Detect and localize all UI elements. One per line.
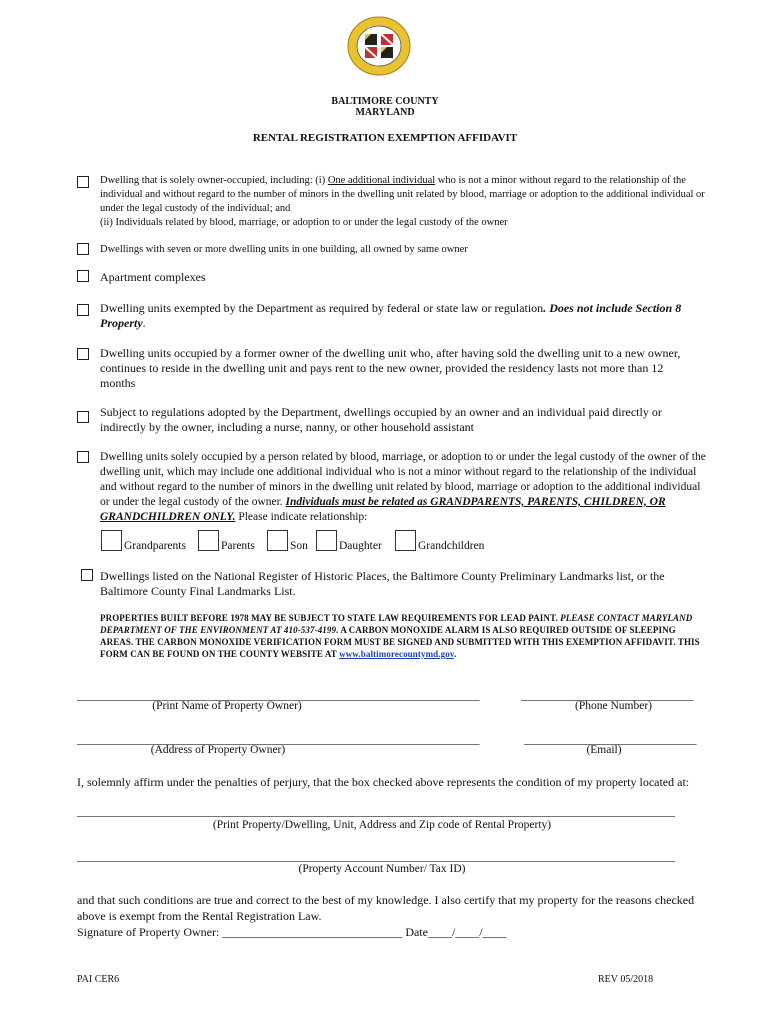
header-county: BALTIMORE COUNTY: [331, 96, 439, 107]
relationship-parents-label: Parents: [221, 540, 255, 552]
affirm-statement: I, solemnly affirm under the penalties of perjury, that the box checked above represents the condition of my property located at:: [77, 775, 690, 789]
owner-name-caption: (Print Name of Property Owner): [152, 700, 302, 712]
option-historic-text: Dwellings listed on the National Register of Historic Places, the Baltimore County Preliminary Landmarks list, or the Baltimore County Final Landmarks List.: [100, 569, 665, 598]
option-household-assistant-text: Subject to regulations adopted by the Department, dwellings occupied by an owner and an individual paid directly or indirectly by the owner, including a nurse, nanny, or other household assistant: [100, 405, 662, 434]
phone-line[interactable]: ______________________________: [521, 690, 694, 702]
property-address-line[interactable]: ________________________________________________________________________________________________________: [77, 806, 675, 818]
option-exempted-text: Dwelling units exempted by the Department as required by federal or state law or regulation. Does not include Section 8 Property.: [100, 301, 682, 330]
option-former-owner-text: Dwelling units occupied by a former owner of the dwelling unit who, after having sold the dwelling unit to a new owner, continues to reside in the dwelling unit and pays rent to the new owner, provided the residency lasts not more than 12 months: [100, 346, 681, 390]
option-seven-units-checkbox[interactable]: [77, 243, 89, 255]
page-title: RENTAL REGISTRATION EXEMPTION AFFIDAVIT: [252, 132, 518, 144]
option-household-assistant-checkbox[interactable]: [77, 411, 89, 423]
header-state: MARYLAND: [355, 107, 415, 118]
lead-paint-notice: PROPERTIES BUILT BEFORE 1978 MAY BE SUBJECT TO STATE LAW REQUIREMENTS FOR LEAD PAINT. PLEASE CONTACT MARYLAND DEPARTMENT OF THE ENVIRONMENT AT 410-537-4199. A CARBON MONOXIDE ALARM IS ALSO REQUIRED OUTSIDE OF SLEEPING AREAS. THE CARBON MONOXIDE VERIFICATION FORM MUST BE SIGNED AND SUBMITTED WITH THIS EXEMPTION AFFIDAVIT. THIS FORM CAN BE FOUND ON THE COUNTY WEBSITE AT www.baltimorecountymd.gov.: [100, 613, 700, 659]
county-website-link[interactable]: www.baltimorecountymd.gov: [339, 649, 454, 659]
option-seven-units-text: Dwellings with seven or more dwelling units in one building, all owned by same owner: [100, 244, 468, 255]
county-seal: [346, 15, 412, 77]
relationship-grandparents-checkbox[interactable]: [101, 530, 122, 551]
option-historic-checkbox[interactable]: [81, 569, 93, 581]
option-former-owner-checkbox[interactable]: [77, 348, 89, 360]
option-related-checkbox[interactable]: [77, 451, 89, 463]
account-number-caption: (Property Account Number/ Tax ID): [298, 863, 466, 875]
option-apartments-checkbox[interactable]: [77, 270, 89, 282]
date-label: Date: [405, 925, 428, 939]
signature-line[interactable]: ______________________________: [222, 925, 403, 939]
email-caption: (Email): [586, 744, 622, 756]
owner-name-line[interactable]: ______________________________________________________________________: [77, 690, 480, 702]
relationship-son-checkbox[interactable]: [267, 530, 288, 551]
account-number-line[interactable]: ________________________________________________________________________________________________________: [77, 851, 675, 863]
relationship-son-label: Son: [290, 540, 308, 552]
relationship-daughter-label: Daughter: [339, 540, 382, 552]
closing-statement: and that such conditions are true and correct to the best of my knowledge. I also certify that my property for the reasons checked above is exempt from the Rental Registration Law. Signature of Property Owner: ______________________________ Date____/____/____: [77, 893, 695, 939]
date-field[interactable]: ____/____/____: [427, 925, 507, 939]
footer-revision: REV 05/2018: [598, 974, 654, 985]
option-owner-occupied-checkbox[interactable]: [77, 176, 89, 188]
relationship-grandchildren-label: Grandchildren: [418, 540, 485, 552]
email-line[interactable]: ______________________________: [524, 734, 697, 746]
phone-caption: (Phone Number): [575, 700, 652, 712]
address-line[interactable]: ______________________________________________________________________: [77, 734, 480, 746]
option-exempted-checkbox[interactable]: [77, 304, 89, 316]
option-apartments-text: Apartment complexes: [100, 270, 206, 284]
address-caption: (Address of Property Owner): [150, 744, 286, 756]
footer-form-code: PAI CER6: [77, 974, 120, 985]
relationship-parents-checkbox[interactable]: [198, 530, 219, 551]
relationship-daughter-checkbox[interactable]: [316, 530, 337, 551]
relationship-grandchildren-checkbox[interactable]: [395, 530, 416, 551]
relationship-grandparents-label: Grandparents: [124, 540, 186, 552]
option-related-text: Dwelling units solely occupied by a person related by blood, marriage, or adoption to or under the legal custody of the owner of the dwelling unit, which may include one additional individual who is not a minor without regard to the relationship of the individual and without regard to the number of minors in the dwelling unit related by blood, marriage or adoption to the additional individual or under the legal custody of the owner. Individuals must be related as GRANDPARENTS, PARENTS, CHILDREN, OR GRANDCHILDREN ONLY. Please indicate relationship:: [100, 451, 706, 523]
option-owner-occupied-text: Dwelling that is solely owner-occupied, including: (i) One additional individual who is not a minor without regard to the relationship of the individual and without regard to the number of minors in the dwelling unit related by blood, marriage or adoption to the additional individual or under the legal custody of the individual; and (ii) Individuals related by blood, marriage, or adoption to or under the legal custody of the owner: [100, 175, 705, 228]
signature-label: Signature of Property Owner:: [77, 925, 220, 939]
property-address-caption: (Print Property/Dwelling, Unit, Address and Zip code of Rental Property): [212, 819, 552, 831]
